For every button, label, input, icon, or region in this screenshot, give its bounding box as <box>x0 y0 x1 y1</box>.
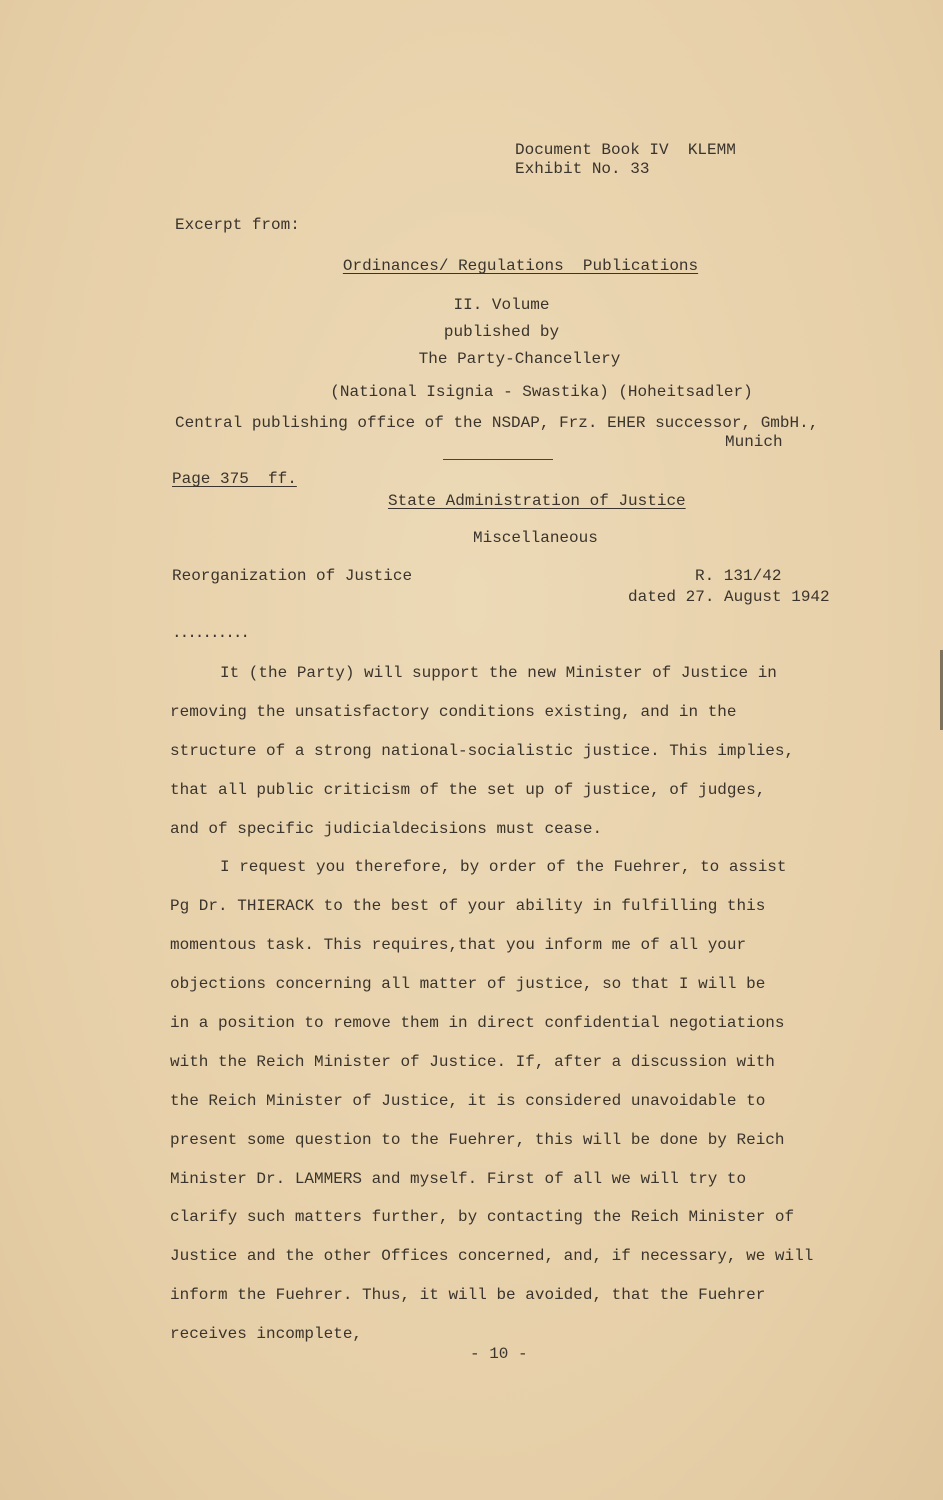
body-line: receives incomplete, <box>170 1325 363 1344</box>
source-title <box>49 257 943 275</box>
body-line: present some question to the Fuehrer, this will be done by Reich <box>170 1130 785 1149</box>
divider <box>443 459 553 460</box>
exhibit-number: Exhibit No. 33 <box>515 160 650 178</box>
body-text <box>170 662 850 1362</box>
section-title: State Administration of Justice <box>388 492 686 510</box>
body-line: Justice and the other Offices concerned, and, if necessary, we will <box>170 1247 814 1266</box>
body-line: objections concerning all matter of justice, so that I will be <box>170 975 766 994</box>
body-line: inform the Fuehrer. Thus, it will be avoided, that the Fuehrer <box>170 1286 766 1305</box>
date: dated 27. August 1942 <box>628 588 830 606</box>
body-line: the Reich Minister of Justice, it is considered unavoidable to <box>170 1091 766 1110</box>
body-line: with the Reich Minister of Justice. If, after a discussion with <box>170 1052 775 1071</box>
page-number: - 10 - <box>470 1345 528 1363</box>
reference-number: R. 131/42 <box>695 567 782 585</box>
publishing-office: Central publishing office of the NSDAP, Frz. EHER successor, GmbH., <box>175 414 819 432</box>
published-by: published by <box>443 323 560 341</box>
body-line: that all public criticism of the set up of justice, of judges, <box>170 780 766 799</box>
source-title-text: Ordinances/ Regulations Publications <box>342 257 699 275</box>
city: Munich <box>725 433 783 451</box>
body-line: and of specific judicialdecisions must cease. <box>170 819 603 838</box>
body-line: removing the unsatisfactory conditions existing, and in the <box>170 702 737 721</box>
subject: Reorganization of Justice <box>172 567 413 585</box>
insignia-note: (National Isignia - Swastika) (Hoheitsadler) <box>330 383 753 401</box>
document-book-label: Document Book IV KLEMM <box>515 141 736 159</box>
body-line: structure of a strong national-socialistic justice. This implies, <box>170 741 795 760</box>
body-line: in a position to remove them in direct confidential negotiations <box>170 1014 785 1033</box>
body-line: Pg Dr. THIERACK to the best of your ability in fulfilling this <box>170 897 766 916</box>
subsection-title: Miscellaneous <box>473 529 598 547</box>
page-reference: Page 375 ff. <box>172 470 297 488</box>
body-line: momentous task. This requires,that you inform me of all your <box>170 936 747 955</box>
body-line: It (the Party) will support the new Minister of Justice in <box>220 664 777 682</box>
ellipsis: .......... <box>172 624 249 642</box>
body-line: clarify such matters further, by contacting the Reich Minister of <box>170 1208 795 1227</box>
body-line: I request you therefore, by order of the Fuehrer, to assist <box>220 858 787 877</box>
volume: II. Volume <box>453 296 550 314</box>
body-line: Minister Dr. LAMMERS and myself. First of all we will try to <box>170 1169 747 1188</box>
publisher: The Party-Chancellery <box>418 350 621 368</box>
excerpt-label: Excerpt from: <box>175 216 300 234</box>
